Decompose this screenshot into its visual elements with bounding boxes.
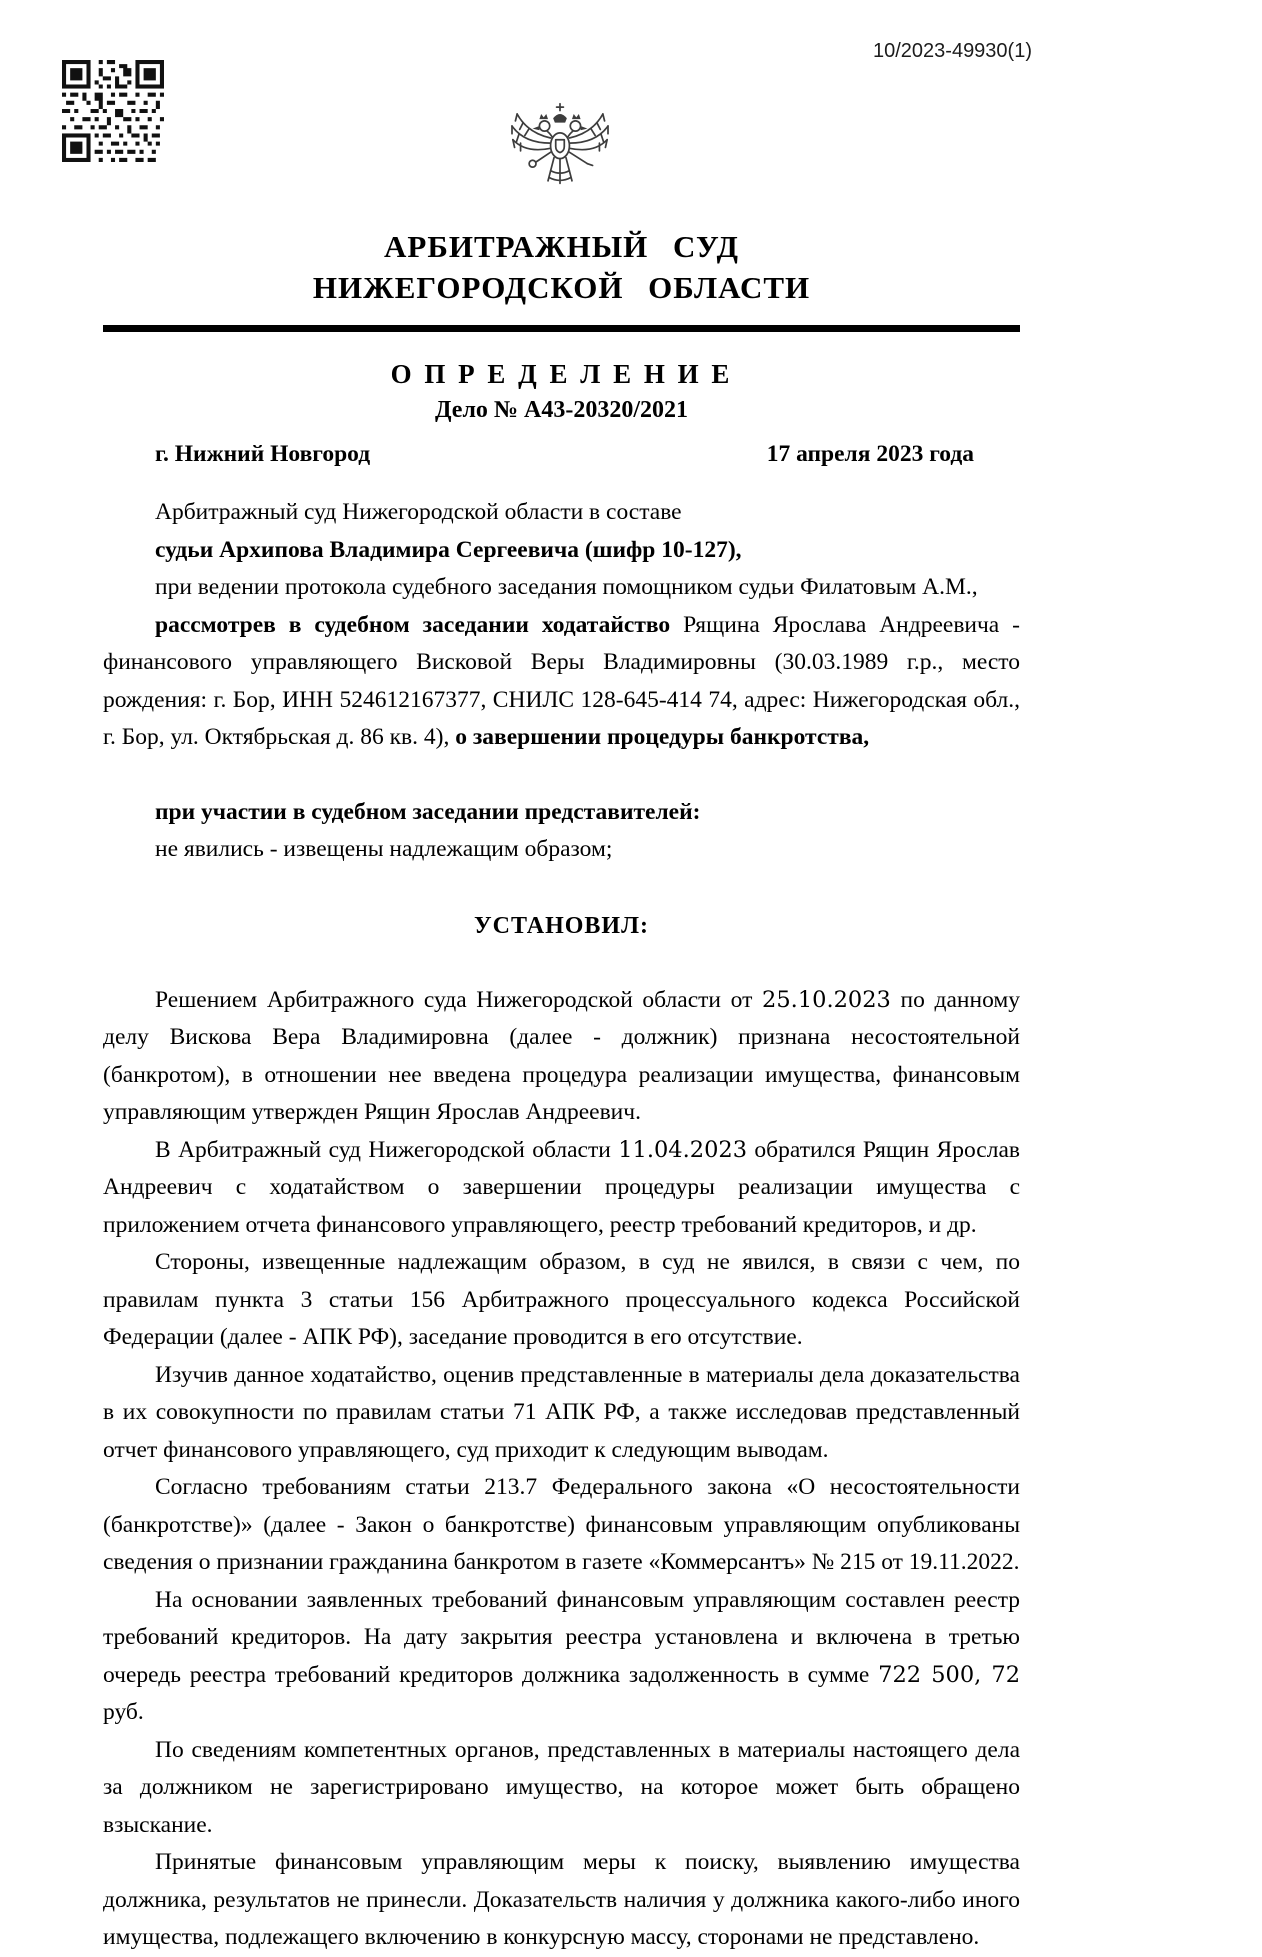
court-name-line2: НИЖЕГОРОДСКОЙ ОБЛАСТИ <box>312 270 811 305</box>
participants-block <box>103 794 1020 869</box>
court-name <box>103 0 1020 308</box>
date-line: 17 апреля 2023 года <box>766 441 974 467</box>
protocol-clerk-line: при ведении протокола судебного заседания помощником судьи Филатовым А.М., <box>155 574 978 600</box>
ustanovil-heading: УСТАНОВИЛ: <box>474 912 649 939</box>
decision-date: 25.10.2023 <box>762 986 891 1013</box>
header-divider-rule <box>103 325 1020 332</box>
motion-tail-bold: о завершении процедуры банкротства, <box>455 724 870 750</box>
body-paragraph-3: Стороны, извещенные надлежащим образом, в суд не явился, в связи с чем, по правилам пункта 3 статьи 156 Арбитражного процессуального кодекса Российской Федерации (далее - АПК РФ), заседание проводится в его отсутствие. <box>103 1249 1020 1350</box>
participants-status: не явились - извещены надлежащим образом; <box>155 836 613 862</box>
judge-line: судьи Архипова Владимира Сергеевича (шифр 10-127), <box>155 536 742 563</box>
case-number: Дело № А43-20320/2021 <box>434 397 689 423</box>
body-paragraph-4: Изучив данное ходатайство, оценив представленные в материалы дела доказательства в их совокупности по правилам статьи 71 АПК РФ, а также исследовав представленный отчет финансового управляющего, суд приходит к следующим выводам. <box>103 1361 1020 1463</box>
motion-paragraph <box>103 607 1020 757</box>
debt-amount: 722 500, 72 <box>878 1661 1021 1688</box>
body-paragraph-6: На основании заявленных требований финансовым управляющим составлен реестр требований кредиторов. На дату закрытия реестра установлена и включена в третью очередь реестра требований кредиторов должника задолженность в сумме 722 500, 72 руб. <box>103 1586 1021 1725</box>
document-registration-number: 10/2023-49930(1) <box>872 40 1032 62</box>
place-line: г. Нижний Новгород <box>155 441 371 467</box>
court-composition-block <box>103 494 1020 757</box>
motion-lead-bold: рассмотрев в судебном заседании ходатайство <box>155 611 671 638</box>
composition-line: Арбитражный суд Нижегородской области в составе <box>155 499 682 525</box>
findings-section <box>103 982 1020 1957</box>
body-paragraph-7: По сведениям компетентных органов, представленных в материалы настоящего дела за должником не зарегистрировано имущество, на которое может быть обращено взыскание. <box>103 1736 1020 1838</box>
participants-heading: при участии в судебном заседании представителей: <box>155 798 701 825</box>
motion-text: Рящина Ярослава Андреевича - финансового управляющего Висковой Веры Владимировны (30.03.1989 г.р., место рождения: г. Бор, ИНН 524612167377, СНИЛС 128-645-414 74, адрес: Нижегородская обл., г. Бор, ул. Октябрьская д. 86 кв. 4), <box>103 611 1020 750</box>
body-paragraph-8: Принятые финансовым управляющим меры к поиску, выявлению имущества должника, результатов не принесли. Доказательств наличия у должника какого-либо иного имущества, подлежащего включению в конкурсную массу, сторонами не представлено. <box>103 1849 1020 1950</box>
body-paragraph-2: В Арбитражный суд Нижегородской области 11.04.2023 обратился Рящин Ярослав Андреевич с ходатайством о завершении процедуры реализации имущества с приложением отчета финансового управляющего, реестр требований кредиторов, и др. <box>103 1136 1020 1238</box>
body-paragraph-5: Согласно требованиям статьи 213.7 Федерального закона «О несостоятельности (банкротстве)» (далее - Закон о банкротстве) финансовым управляющим опубликованы сведения о признании гражданина банкротом в газете «Коммерсантъ» № 215 от 19.11.2022. <box>103 1474 1020 1575</box>
document-body <box>103 0 1020 1957</box>
court-name-line1: АРБИТРАЖНЫЙ СУД <box>384 229 739 264</box>
body-paragraph-1: Решением Арбитражного суда Нижегородской области от 25.10.2023 по данному делу Вискова Вера Владимировна (далее - должник) признана несостоятельной (банкротом), в отношении нее введена процедура реализации имущества, финансовым управляющим утвержден Рящин Ярослав Андреевич. <box>103 986 1020 1125</box>
filing-date: 11.04.2023 <box>618 1136 748 1163</box>
place-and-date-row <box>103 441 1020 468</box>
document-type-title: О П Р Е Д Е Л Е Н И Е <box>390 359 733 389</box>
